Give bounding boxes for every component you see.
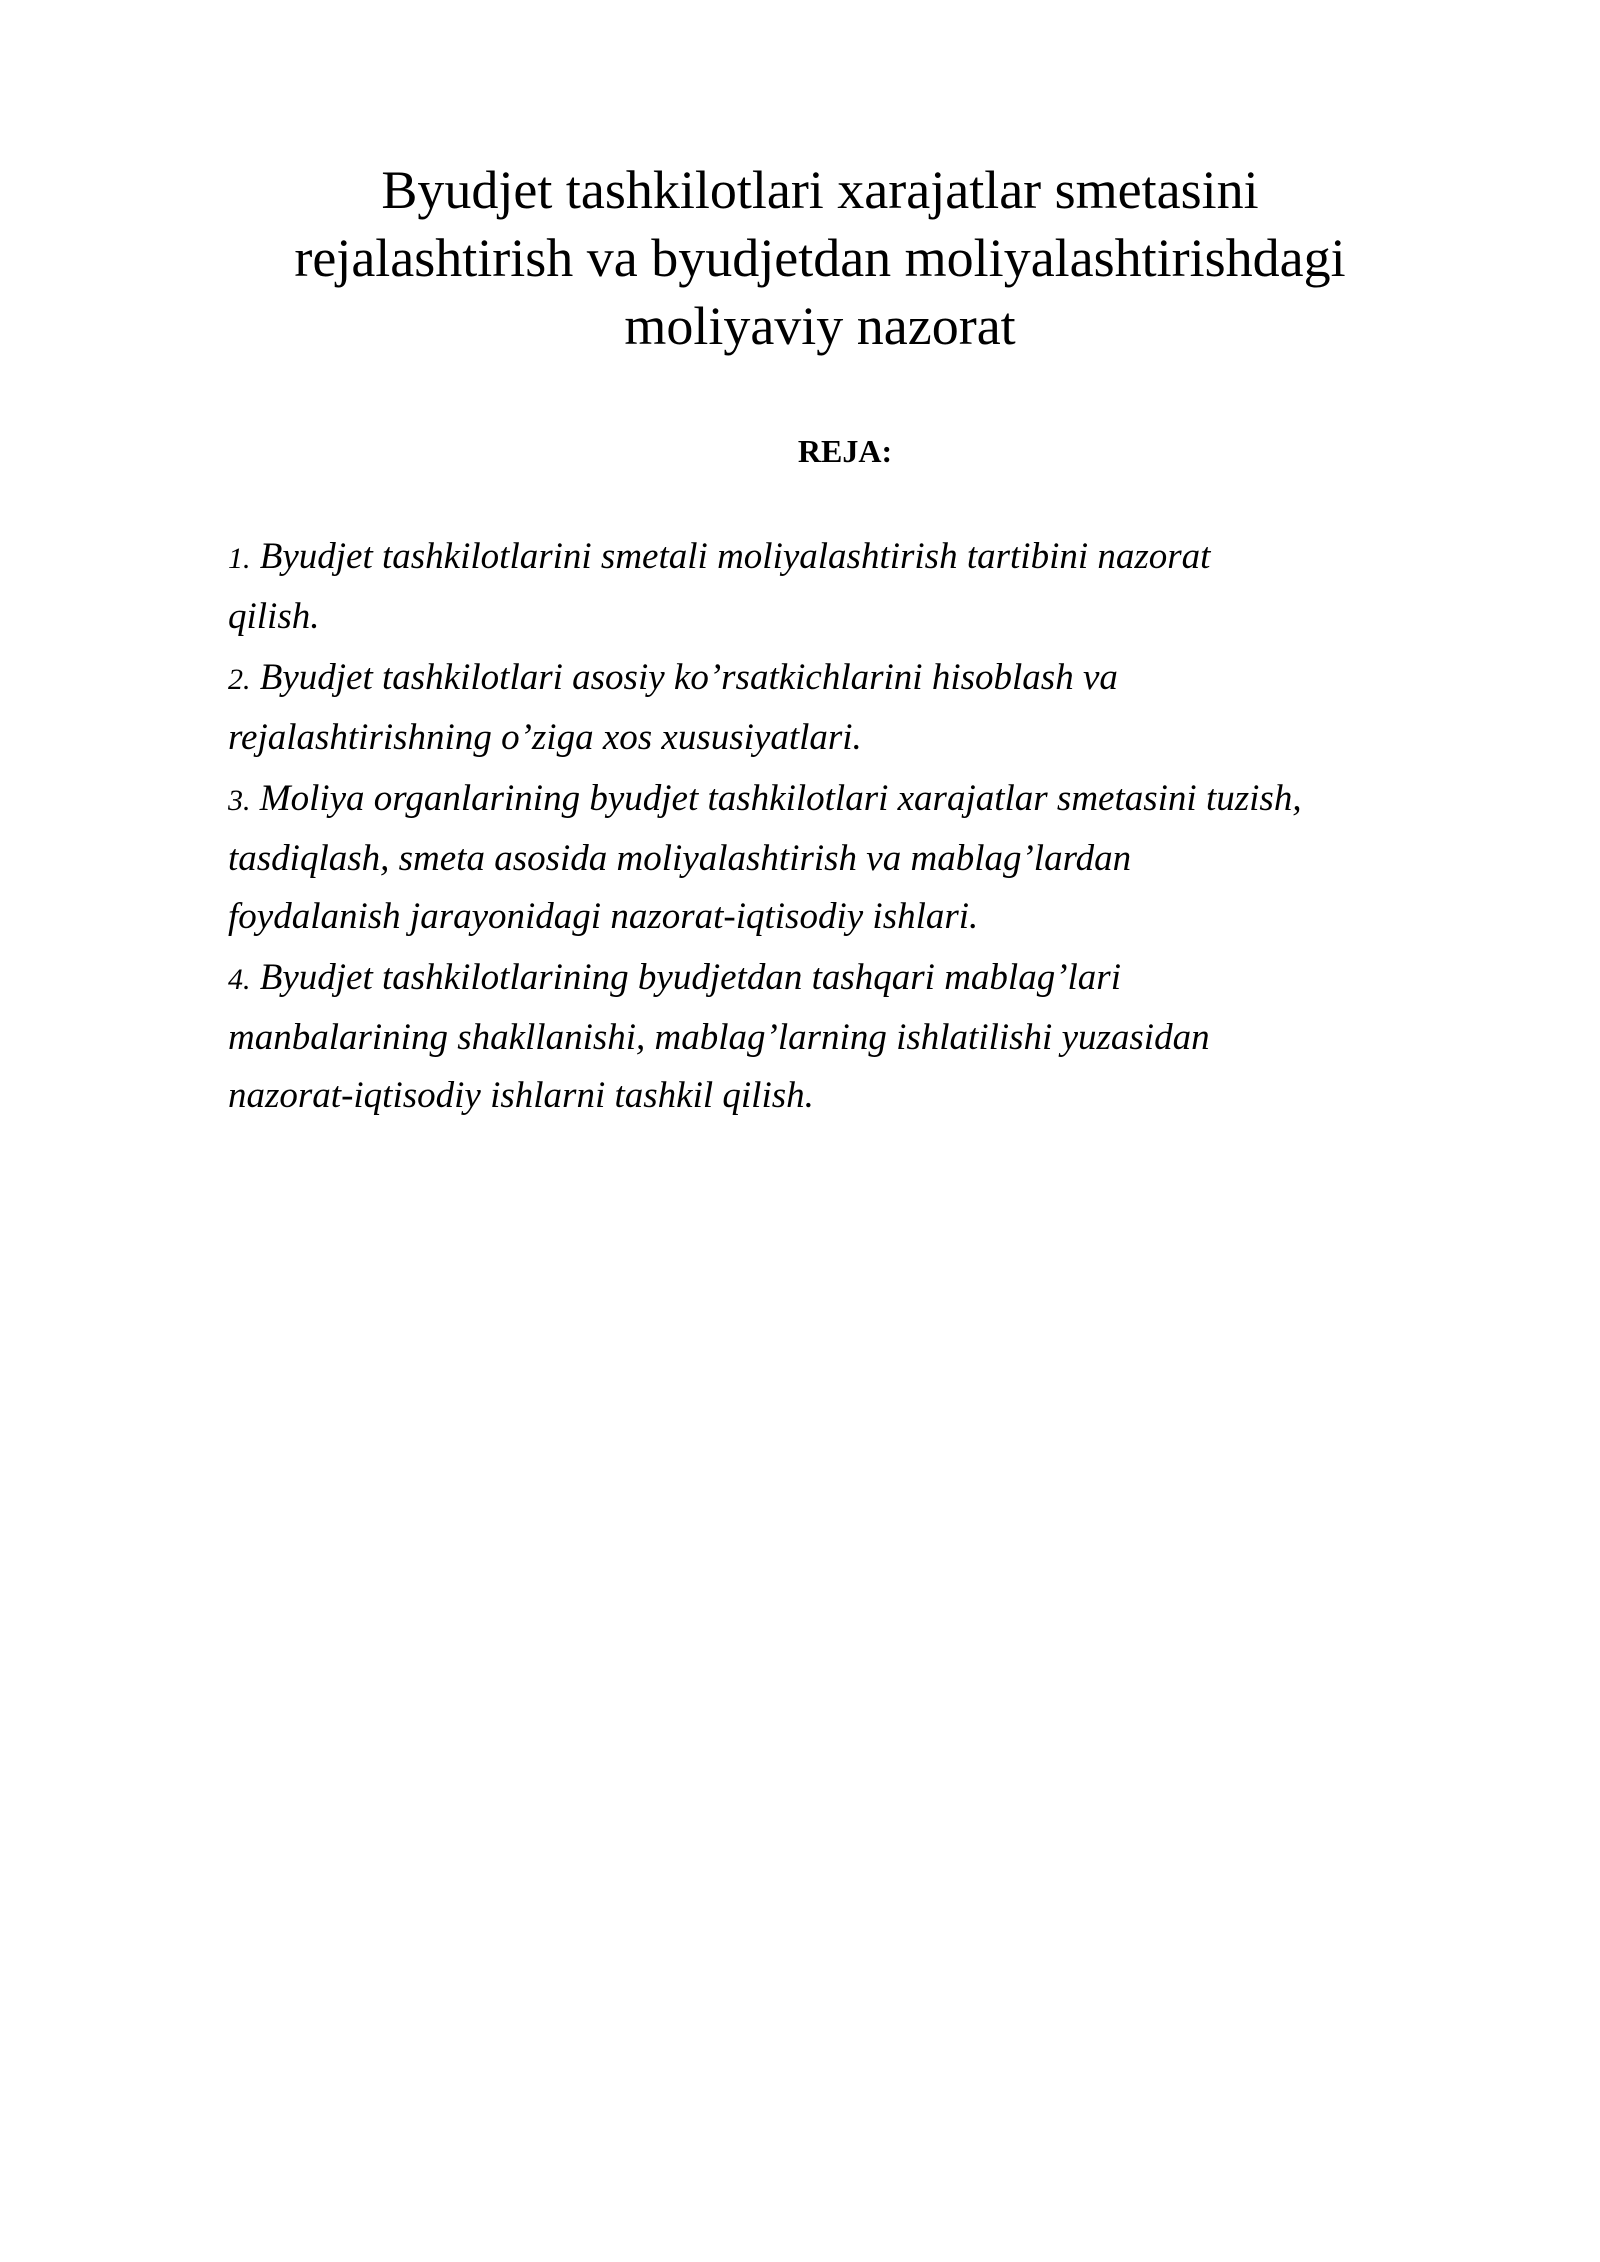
plan-item-line: foydalanish jarayonidagi nazorat-iqtisodiy ishlari. xyxy=(228,896,979,937)
plan-item-line: nazorat-iqtisodiy ishlarni tashkil qilish. xyxy=(228,1075,814,1116)
plan-item-line: tasdiqlash, smeta asosida moliyalashtirish va mablag’lardan xyxy=(228,838,1132,879)
plan-list xyxy=(228,528,1528,1128)
plan-item-number: 1. xyxy=(228,542,251,575)
plan-item xyxy=(228,649,1528,767)
plan-item-line xyxy=(228,770,1528,830)
plan-item-line xyxy=(228,949,1528,1009)
plan-item-text: Byudjet tashkilotlarining byudjetdan tashqari mablag’lari xyxy=(259,957,1121,998)
plan-item-line xyxy=(228,649,1528,709)
plan-heading: REJA: xyxy=(797,433,893,469)
plan-item-line: manbalarining shakllanishi, mablag’larning ishlatilishi yuzasidan xyxy=(228,1017,1210,1058)
plan-item xyxy=(228,770,1528,946)
plan-item-number: 2. xyxy=(228,663,251,696)
title-line: moliyaviy nazorat xyxy=(624,296,1016,356)
plan-item-number: 4. xyxy=(228,963,251,996)
plan-item-number: 3. xyxy=(228,784,251,817)
plan-item xyxy=(228,528,1528,646)
plan-item xyxy=(228,949,1528,1125)
document-title xyxy=(180,156,1460,360)
title-line: Byudjet tashkilotlari xarajatlar smetasini xyxy=(381,160,1259,220)
plan-item-line xyxy=(228,528,1528,588)
plan-item-text: Moliya organlarining byudjet tashkilotlari xarajatlar smetasini tuzish, xyxy=(259,778,1302,819)
plan-item-line: qilish. xyxy=(228,596,320,637)
title-line: rejalashtirish va byudjetdan moliyalashtirishdagi xyxy=(294,228,1346,288)
plan-item-text: Byudjet tashkilotlarini smetali moliyalashtirish tartibini nazorat xyxy=(259,536,1211,577)
plan-item-line: rejalashtirishning o’ziga xos xususiyatlari. xyxy=(228,717,862,758)
plan-item-text: Byudjet tashkilotlari asosiy ko’rsatkichlarini hisoblash va xyxy=(259,657,1118,698)
